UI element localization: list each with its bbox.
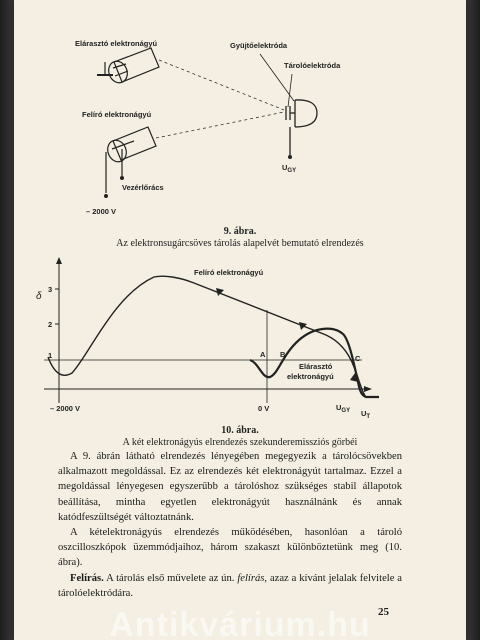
y-axis-arrow — [56, 257, 62, 264]
label-writing-gun: Felíró elektronágyú — [82, 110, 152, 119]
body-text — [58, 449, 402, 601]
page-number: 25 — [378, 606, 389, 618]
x-label-mid: 0 V — [258, 404, 270, 413]
point-label-b: B — [280, 350, 286, 359]
paragraph-2: A kételektronágyús elrendezés működésében, hasonlóan a tároló oszcilloszkópok üzemmódjaihoz, három szakaszt különböztetünk meg (10. ábra). — [58, 527, 402, 569]
book-page — [14, 0, 466, 640]
y-tick-label-3: 3 — [48, 285, 53, 294]
y-axis-symbol: δ — [36, 291, 42, 302]
point-label-a: A — [260, 350, 266, 359]
figure-10-caption-text: A két elektronágyús elrendezés szekunderemissziós görbéi — [122, 437, 358, 448]
watermark: Antikvárium.hu — [109, 606, 371, 640]
x-axis-arrow — [364, 386, 372, 392]
label-storage: Tárolóelektróda — [284, 61, 341, 70]
collector-terminal-dot — [288, 155, 292, 159]
x-label-left: – 2000 V — [50, 404, 81, 413]
curve-label-reading-2: elektronágyú — [287, 372, 334, 381]
paragraph-3-text-a: A tárolás első művelete az ún. — [103, 572, 238, 584]
label-collector: Gyüjtőelektróda — [230, 41, 288, 50]
figure-9-number: 9. ábra. — [223, 226, 257, 237]
paragraph-3-heading: Felírás. — [70, 572, 104, 584]
figure-9-caption — [14, 226, 466, 250]
book-edge-shadow-right — [466, 0, 480, 640]
label-ugy: $U_{GY}$ — [282, 163, 297, 174]
x-label-ut: $U_T$ — [361, 409, 371, 420]
writing-curve-arrow-2 — [299, 322, 307, 330]
curve-label-writing: Felíró elektronágyú — [194, 268, 264, 277]
paragraph-3-italic: felírás — [237, 572, 265, 584]
y-tick-label-2: 2 — [48, 320, 53, 329]
terminal-dot-grid — [120, 176, 124, 180]
curve-label-reading-1: Elárasztó — [299, 362, 333, 371]
figure-10-number: 10. ábra. — [221, 425, 259, 436]
figure-10-caption — [14, 425, 466, 449]
reading-beam — [159, 60, 284, 110]
collector-electrode-shape — [286, 100, 317, 155]
terminal-dot-voltage — [104, 194, 108, 198]
paragraph-1: A 9. ábrán látható elrendezés lényegében megegyezik a tárolócsövekben alkalmazott megoldással. Ez az elrendezés két elektronágyút tartalmaz. Ezzel a megoldással lényegesen egyszerűbb a tárolóshoz szükséges stabil állapotok beállítása, mintha egyetlen elektronágyút használnánk és annak katódfeszültségét változtatnánk. — [58, 451, 402, 523]
book-spine-shadow-left — [0, 0, 14, 640]
figure-9-diagram — [14, 0, 466, 225]
x-label-ugy: $U_{GY}$ — [336, 403, 351, 414]
label-control-grid: Vezérlőrács — [122, 183, 164, 192]
paragraph-3 — [58, 571, 402, 601]
label-voltage: – 2000 V — [86, 207, 117, 216]
point-label-c: C — [355, 354, 361, 363]
reading-gun-shape — [97, 48, 159, 86]
label-reading-gun: Elárasztó elektronágyú — [75, 39, 158, 48]
writing-beam — [156, 112, 284, 138]
pointer-storage — [288, 74, 292, 107]
figure-9-caption-text: Az elektronsugárcsöves tárolás alapelvét bemutató elrendezés — [116, 238, 364, 249]
y-tick-label-1: 1 — [48, 351, 53, 360]
figure-10-chart — [14, 255, 466, 425]
paragraph-3-text-b: , azaz a kívánt jelalak felvitele a tárolóelektródára. — [58, 572, 403, 599]
